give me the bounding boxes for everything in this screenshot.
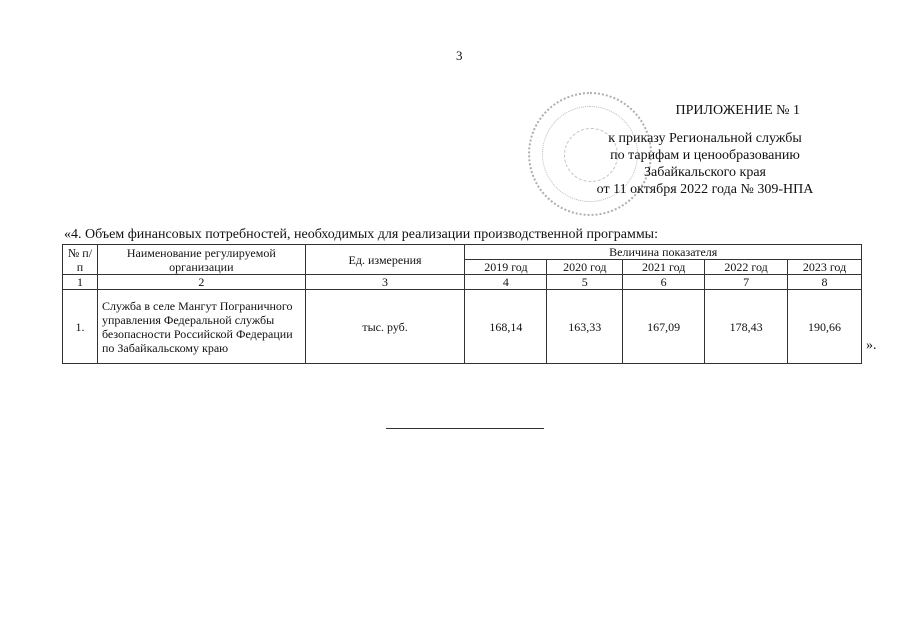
section-title: «4. Объем финансовых потребностей, необходимых для реализации производственной программы: [64,227,658,242]
row-value-2020: 163,33 [547,290,623,364]
col-number: 1 [63,275,98,290]
header-value: Величина показателя [465,245,862,260]
separator-line [386,428,544,429]
header-unit: Ед. измерения [305,245,465,275]
appendix-block [560,102,850,198]
header-row [63,245,862,260]
row-value-2023: 190,66 [788,290,862,364]
header-year: 2022 год [705,260,788,275]
appendix-line: от 11 октября 2022 года № 309-НПА [596,182,814,197]
row-value-2022: 178,43 [705,290,788,364]
row-organization: Служба в селе Мангут Пограничного управления Федеральной службы безопасности Российской Федерации по Забайкальскому краю [97,290,305,364]
column-numbers-row [63,275,862,290]
header-name: Наименование регулируемой организации [97,245,305,275]
header-year: 2020 год [547,260,623,275]
header-year: 2021 год [623,260,705,275]
col-number: 3 [305,275,465,290]
appendix-line: Забайкальского края [643,165,766,180]
header-num: № п/п [63,245,98,275]
col-number: 8 [788,275,862,290]
header-year: 2019 год [465,260,547,275]
row-value-2019: 168,14 [465,290,547,364]
financial-needs-table [62,244,862,364]
appendix-line: к приказу Региональной службы [608,131,802,146]
col-number: 7 [705,275,788,290]
row-num: 1. [63,290,98,364]
page-number: 3 [456,48,463,63]
col-number: 2 [97,275,305,290]
col-number: 5 [547,275,623,290]
closing-quote: ». [866,338,877,353]
col-number: 4 [465,275,547,290]
header-year: 2023 год [788,260,862,275]
appendix-heading: ПРИЛОЖЕНИЕ № 1 [675,103,800,118]
appendix-line: по тарифам и ценообразованию [610,148,800,163]
col-number: 6 [623,275,705,290]
row-value-2021: 167,09 [623,290,705,364]
table-row [63,290,862,364]
row-unit: тыс. руб. [305,290,465,364]
